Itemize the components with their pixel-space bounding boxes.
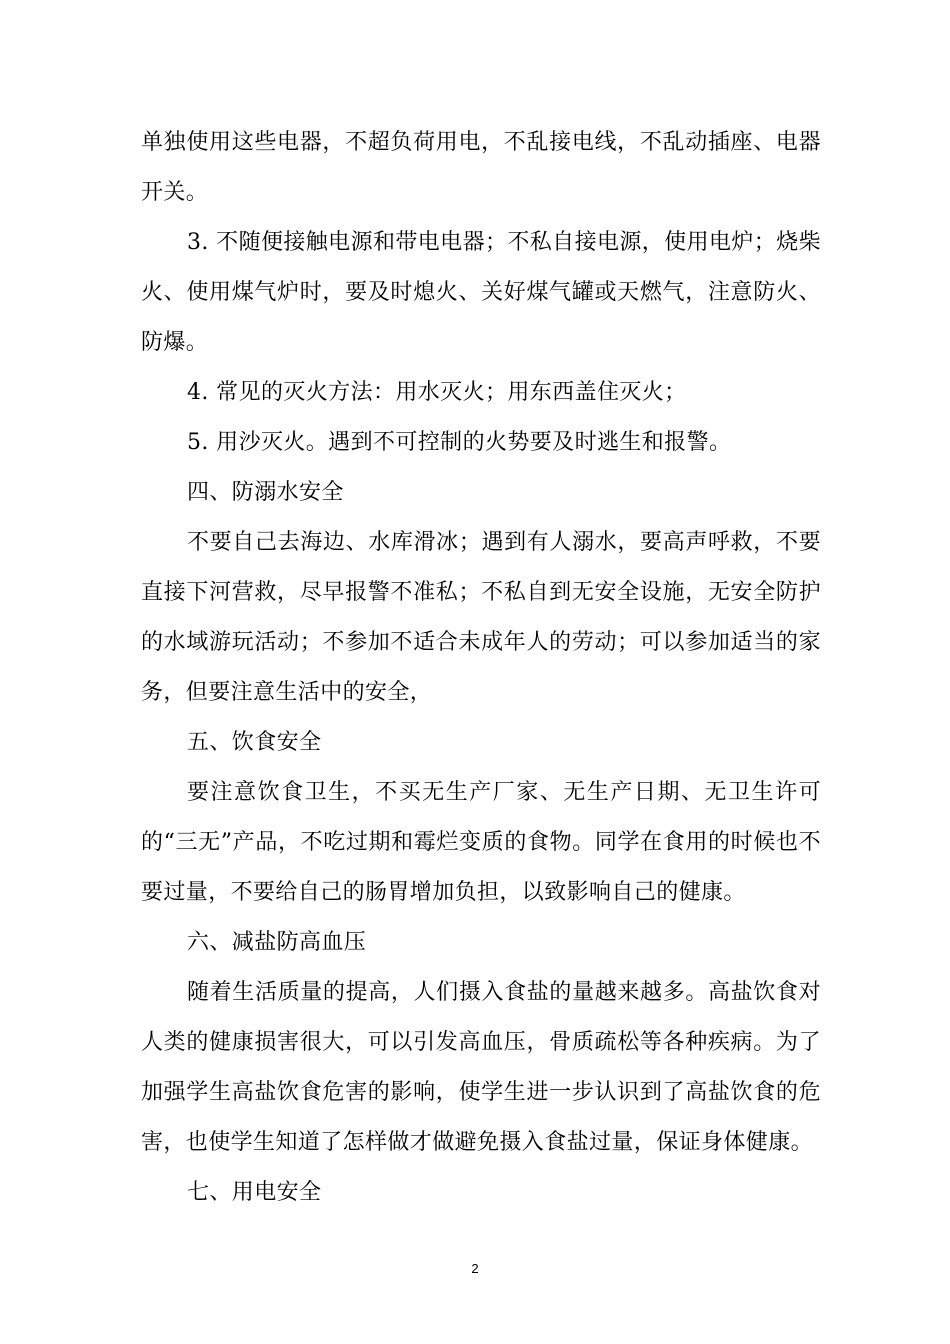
page-body	[141, 118, 821, 1218]
page-number: 2	[471, 1261, 479, 1276]
paragraph-item-3-power-safety: 3. 不随便接触电源和带电电器；不私自接电源，使用电炉；烧柴火、使用煤气炉时，要及时熄火、关好煤气罐或天燃气，注意防火、防爆。	[141, 230, 821, 355]
paragraph-drowning-prevention: 不要自己去海边、水库滑冰；遇到有人溺水，要高声呼救，不要直接下河营救，尽早报警不准私；不私自到无安全设施，无安全防护的水域游玩活动；不参加不适合未成年人的劳动；可以参加适当的家务，但要注意生活中的安全，	[141, 530, 821, 705]
heading-section-5-food: 五、饮食安全	[187, 730, 322, 755]
paragraph-item-5-sand-escape: 5. 用沙灭火。遇到不可控制的火势要及时逃生和报警。	[187, 430, 732, 455]
paragraph-item-4-fire-methods: 4. 常见的灭火方法：用水灭火；用东西盖住灭火；	[187, 380, 687, 405]
paragraph-food-safety: 要注意饮食卫生，不买无生产厂家、无生产日期、无卫生许可的“三无”产品，不吃过期和霉烂变质的食物。同学在食用的时候也不要过量，不要给自己的肠胃增加负担，以致影响自己的健康。	[141, 780, 821, 905]
heading-section-7-electricity: 七、用电安全	[187, 1180, 322, 1205]
paragraph-appliance-usage: 单独使用这些电器，不超负荷用电，不乱接电线，不乱动插座、电器开关。	[141, 130, 821, 205]
heading-section-6-salt: 六、减盐防高血压	[187, 930, 367, 955]
heading-section-4-drowning: 四、防溺水安全	[187, 480, 344, 505]
paragraph-salt-reduction: 随着生活质量的提高，人们摄入食盐的量越来越多。高盐饮食对人类的健康损害很大，可以引发高血压，骨质疏松等各种疾病。为了加强学生高盐饮食危害的影响，使学生进一步认识到了高盐饮食的危害，也使学生知道了怎样做才做避免摄入食盐过量，保证身体健康。	[141, 980, 821, 1155]
